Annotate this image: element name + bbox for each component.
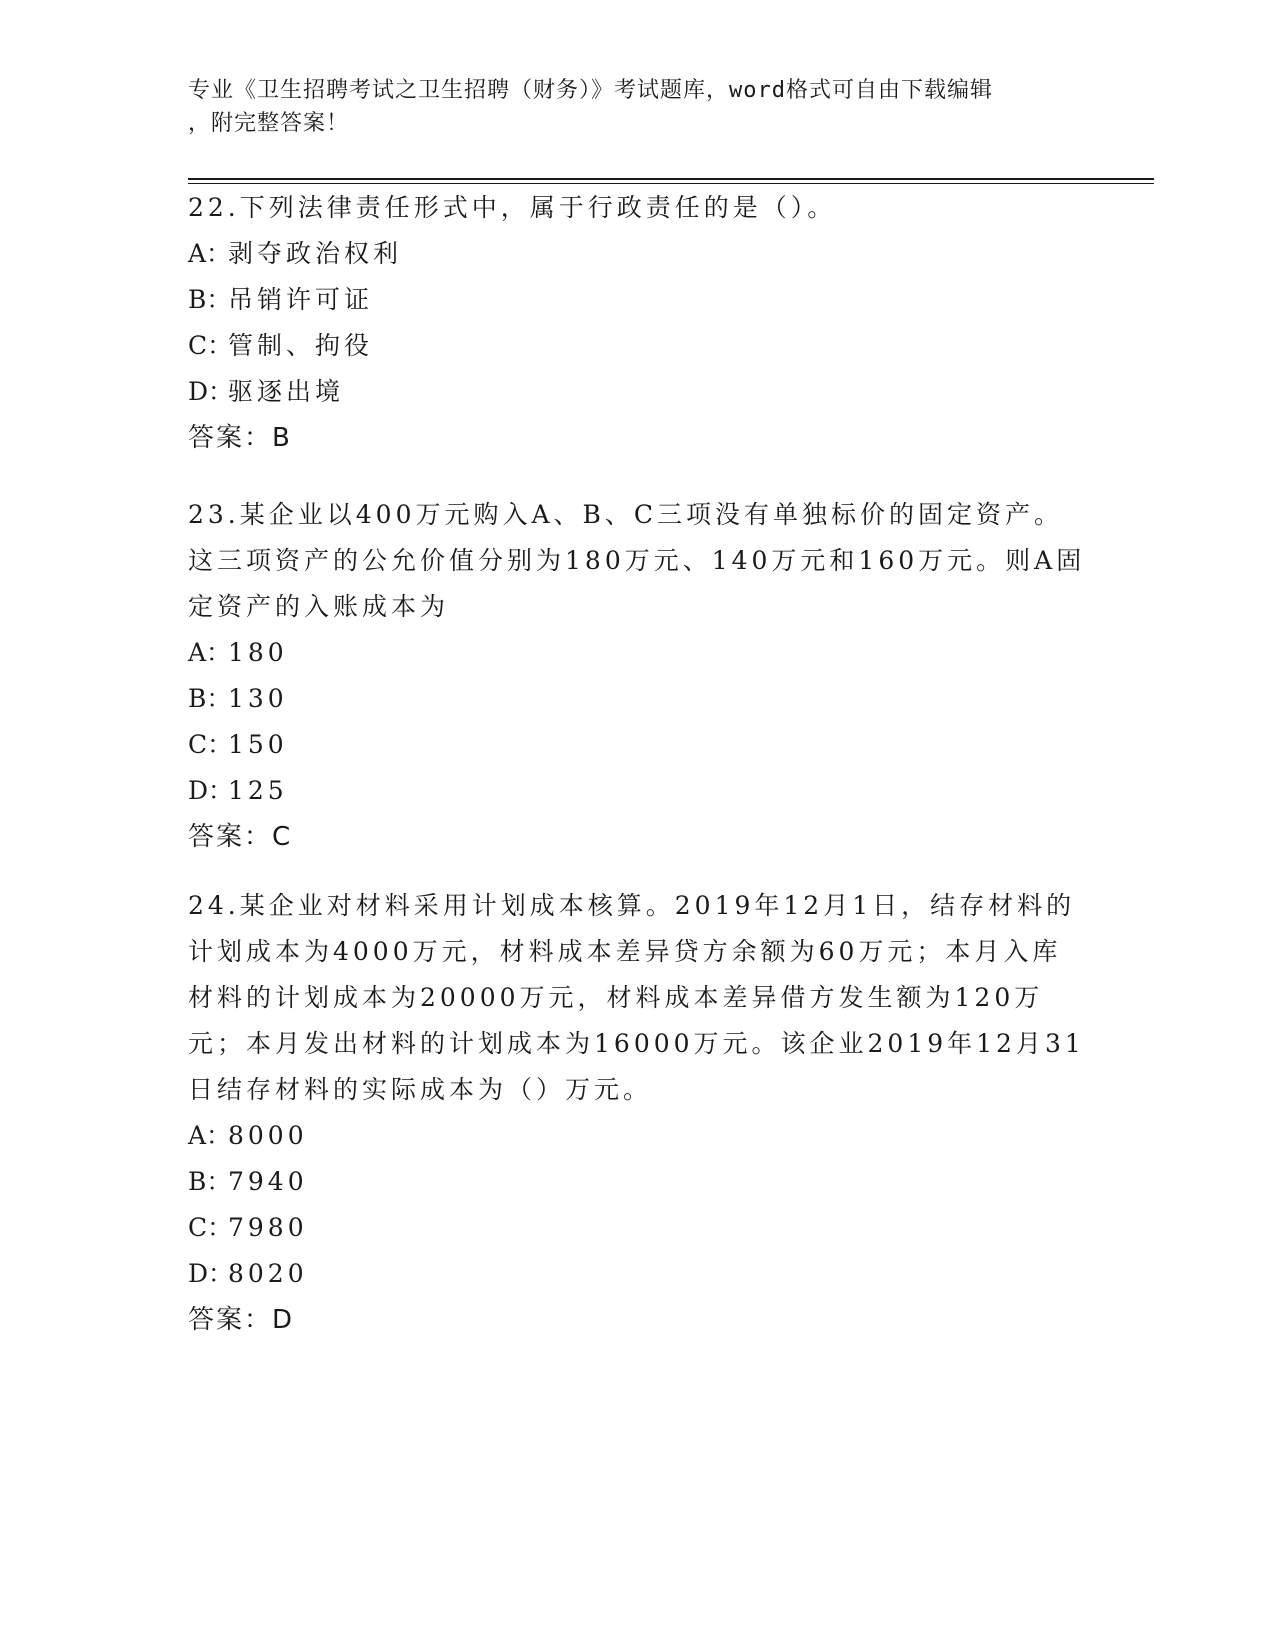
option-d bbox=[188, 768, 1088, 814]
option-text: 驱逐出境 bbox=[228, 377, 345, 406]
question-22 bbox=[188, 185, 1088, 461]
option-key: C： bbox=[188, 1213, 233, 1242]
question-text: 22.下列法律责任形式中，属于行政责任的是（）。 bbox=[188, 193, 837, 222]
option-key: B： bbox=[188, 285, 232, 314]
option-key: D： bbox=[188, 1259, 234, 1288]
option-text: 管制、拘役 bbox=[228, 331, 374, 360]
question-text: 24.某企业对材料采用计划成本核算。2019年12月1日，结存材料的计划成本为4000万元，材料成本差异贷方余额为60万元；本月入库材料的计划成本为20000万元，材料成本差异借方发生额为120万元；本月发出材料的计划成本为16000万元。该企业2019年12月31日结存材料的实际成本为（）万元。 bbox=[188, 891, 1085, 1104]
header-line-1: 专业《卫生招聘考试之卫生招聘（财务）》考试题库，word格式可自由下载编辑 bbox=[188, 78, 993, 103]
question-text: 23.某企业以400万元购入A、B、C三项没有单独标价的固定资产。这三项资产的公允价值分别为180万元、140万元和160万元。则A固定资产的入账成本为 bbox=[188, 500, 1086, 621]
option-key: A： bbox=[188, 239, 232, 268]
option-text: 吊销许可证 bbox=[228, 285, 374, 314]
option-key: D： bbox=[188, 776, 234, 805]
option-key: A： bbox=[188, 638, 232, 667]
option-text: 8000 bbox=[228, 1121, 308, 1150]
option-text: 8020 bbox=[228, 1259, 308, 1288]
option-key: B： bbox=[188, 1167, 232, 1196]
option-text: 180 bbox=[228, 638, 288, 667]
option-text: 125 bbox=[228, 776, 288, 805]
answer: 答案：C bbox=[188, 822, 293, 852]
option-b bbox=[188, 277, 1088, 323]
option-a bbox=[188, 630, 1088, 676]
option-b bbox=[188, 1159, 1088, 1205]
option-b bbox=[188, 676, 1088, 722]
option-key: C： bbox=[188, 730, 233, 759]
option-c bbox=[188, 1205, 1088, 1251]
header-divider-thick bbox=[188, 178, 1154, 180]
option-text: 150 bbox=[228, 730, 288, 759]
answer: 答案：D bbox=[188, 1305, 295, 1335]
option-a bbox=[188, 1113, 1088, 1159]
option-d bbox=[188, 369, 1088, 415]
option-key: B： bbox=[188, 684, 232, 713]
option-text: 7940 bbox=[228, 1167, 308, 1196]
option-d bbox=[188, 1251, 1088, 1297]
option-a bbox=[188, 231, 1088, 277]
option-key: D： bbox=[188, 377, 234, 406]
option-text: 130 bbox=[228, 684, 288, 713]
option-text: 7980 bbox=[228, 1213, 308, 1242]
option-key: C： bbox=[188, 331, 233, 360]
header-line-2: ，附完整答案！ bbox=[188, 111, 350, 136]
answer: 答案：B bbox=[188, 423, 292, 453]
header-divider-thin bbox=[188, 183, 1154, 184]
question-23 bbox=[188, 492, 1088, 860]
option-key: A： bbox=[188, 1121, 232, 1150]
option-c bbox=[188, 722, 1088, 768]
option-text: 剥夺政治权利 bbox=[228, 239, 403, 268]
option-c bbox=[188, 323, 1088, 369]
question-24 bbox=[188, 883, 1088, 1343]
document-header bbox=[188, 74, 1088, 140]
